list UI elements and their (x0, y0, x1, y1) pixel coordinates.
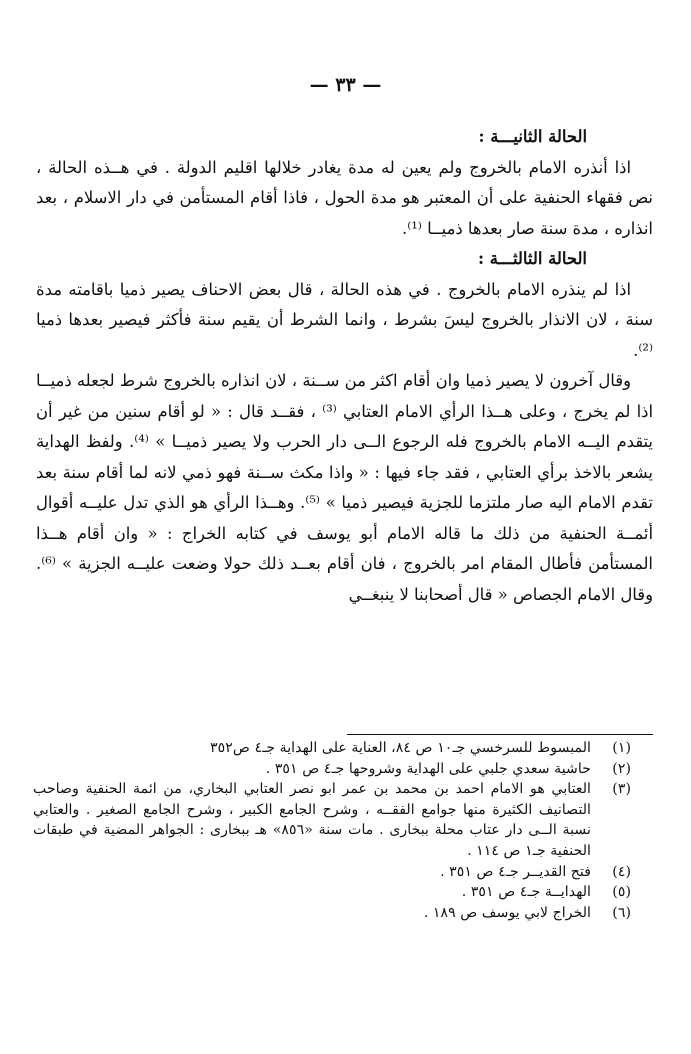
footnote-text: المبسوط للسرخسي جـ١٠ ص ٨٤، العناية على الهداية جـ٤ ص٣٥٢ (210, 740, 591, 756)
footnote-number: (٦) (612, 904, 631, 921)
footnote-text: الهدايــة جـ٤ ص ٣٥١ . (461, 884, 591, 901)
footnote-number: (١) (612, 740, 631, 756)
footnotes (33, 738, 653, 923)
footnote-text: الخراج لابي يوسف ص ١٨٩ . (423, 904, 591, 921)
footnote-text: فتح القديــر جـ٤ ص ٣٥١ . (440, 863, 591, 880)
footnote-text: حاشية سعدي جلبي على الهداية وشروحها جـ٤ ص ٣٥١ . (265, 760, 591, 777)
footnote-item (33, 882, 653, 903)
section-heading-third-case: الحالة الثالثـــة : (478, 249, 587, 268)
footnote-item (33, 862, 653, 883)
footnote-number: (٥) (612, 884, 631, 901)
footnote-item (33, 738, 653, 759)
main-text (36, 122, 653, 610)
footnote-item (33, 759, 653, 780)
footnote-item (33, 903, 653, 924)
footnote-item (33, 779, 653, 861)
footnote-text: العتابي هو الامام احمد بن محمد بن عمر ابو نصر العتابي البخاري، من ائمة الحنفية وصاحب التصانيف الكثيرة منها جوامع الفقــه ، وشرح الجامع الكبير ، وشرح الجامع الصغير . والعتابي نسبة الــى دار عتاب محلة ببخارى . مات سنة «٨٥٦» هـ ببخارى : الجواهر المضية في طبقات الحنفية جـ١ ص ١١٤ . (33, 781, 591, 859)
section-heading-second-case: الحالة الثانيـــة : (478, 127, 587, 146)
paragraph-third-case: اذا لم ينذره الامام بالخروج . في هذه الحالة ، قال بعض الاحناف يصير ذميا باقامته مدة سنة ، لان الانذار بالخروج ليسَ بشرط ، وانما الشرط أن يقيم سنة فأكثر فيصير بعدها ذميا ⁽²⁾. (36, 279, 653, 360)
paragraph-second-case: اذا أنذره الامام بالخروج ولم يعين له مدة يغادر خلالها اقليم الدولة . في هــذه الحالة ، نص فقهاء الحنفية على أن المعتبر هو مدة الحول ، فاذا أقام المستأمن في دار الاسلام ، بعد انذاره ، مدة سنة صار بعدها ذميــا ⁽¹⁾. (36, 157, 653, 238)
paragraph-other-opinion: وقال آخرون لا يصير ذميا وان أقام اكثر من ســنة ، لان انذاره بالخروج شرط لجعله ذميــا اذا لم يخرج ، وعلى هــذا الرأي الامام العتابي ⁽³⁾ ، فقــد قال : « لو أقام سنين من غير أن يتقدم اليــه الامام بالخروج فله الرجوع الــى دار الحرب ولا يصير ذميــا » ⁽⁴⁾. ولفظ الهداية يشعر بالاخذ برأي العتابي ، فقد جاء فيها : « واذا مكث ســنة فهو ذمي لانه لما أقام سنة بعد تقدم الامام اليه صار ملتزما للجزية فيصير ذميا » ⁽⁵⁾. وهــذا الرأي هو الذي تدل عليــه أقوال أئمــة الحنفية من ذلك ما قاله الامام أبو يوسف في كتابه الخراج : « وان أقام هــذا المستأمن فأطال المقام امر بالخروج ، فان أقام بعــد ذلك حولا وضعت عليــه الجزية » ⁽⁶⁾. وقال الامام الجصاص « قال أصحابنا لا ينبغــي (36, 371, 653, 604)
footnote-number: (٢) (612, 760, 631, 777)
footnote-number: (٤) (612, 863, 631, 880)
footnote-divider (347, 734, 653, 735)
footnote-number: (٣) (612, 781, 631, 798)
page-number: — ٣٣ — (309, 74, 382, 96)
